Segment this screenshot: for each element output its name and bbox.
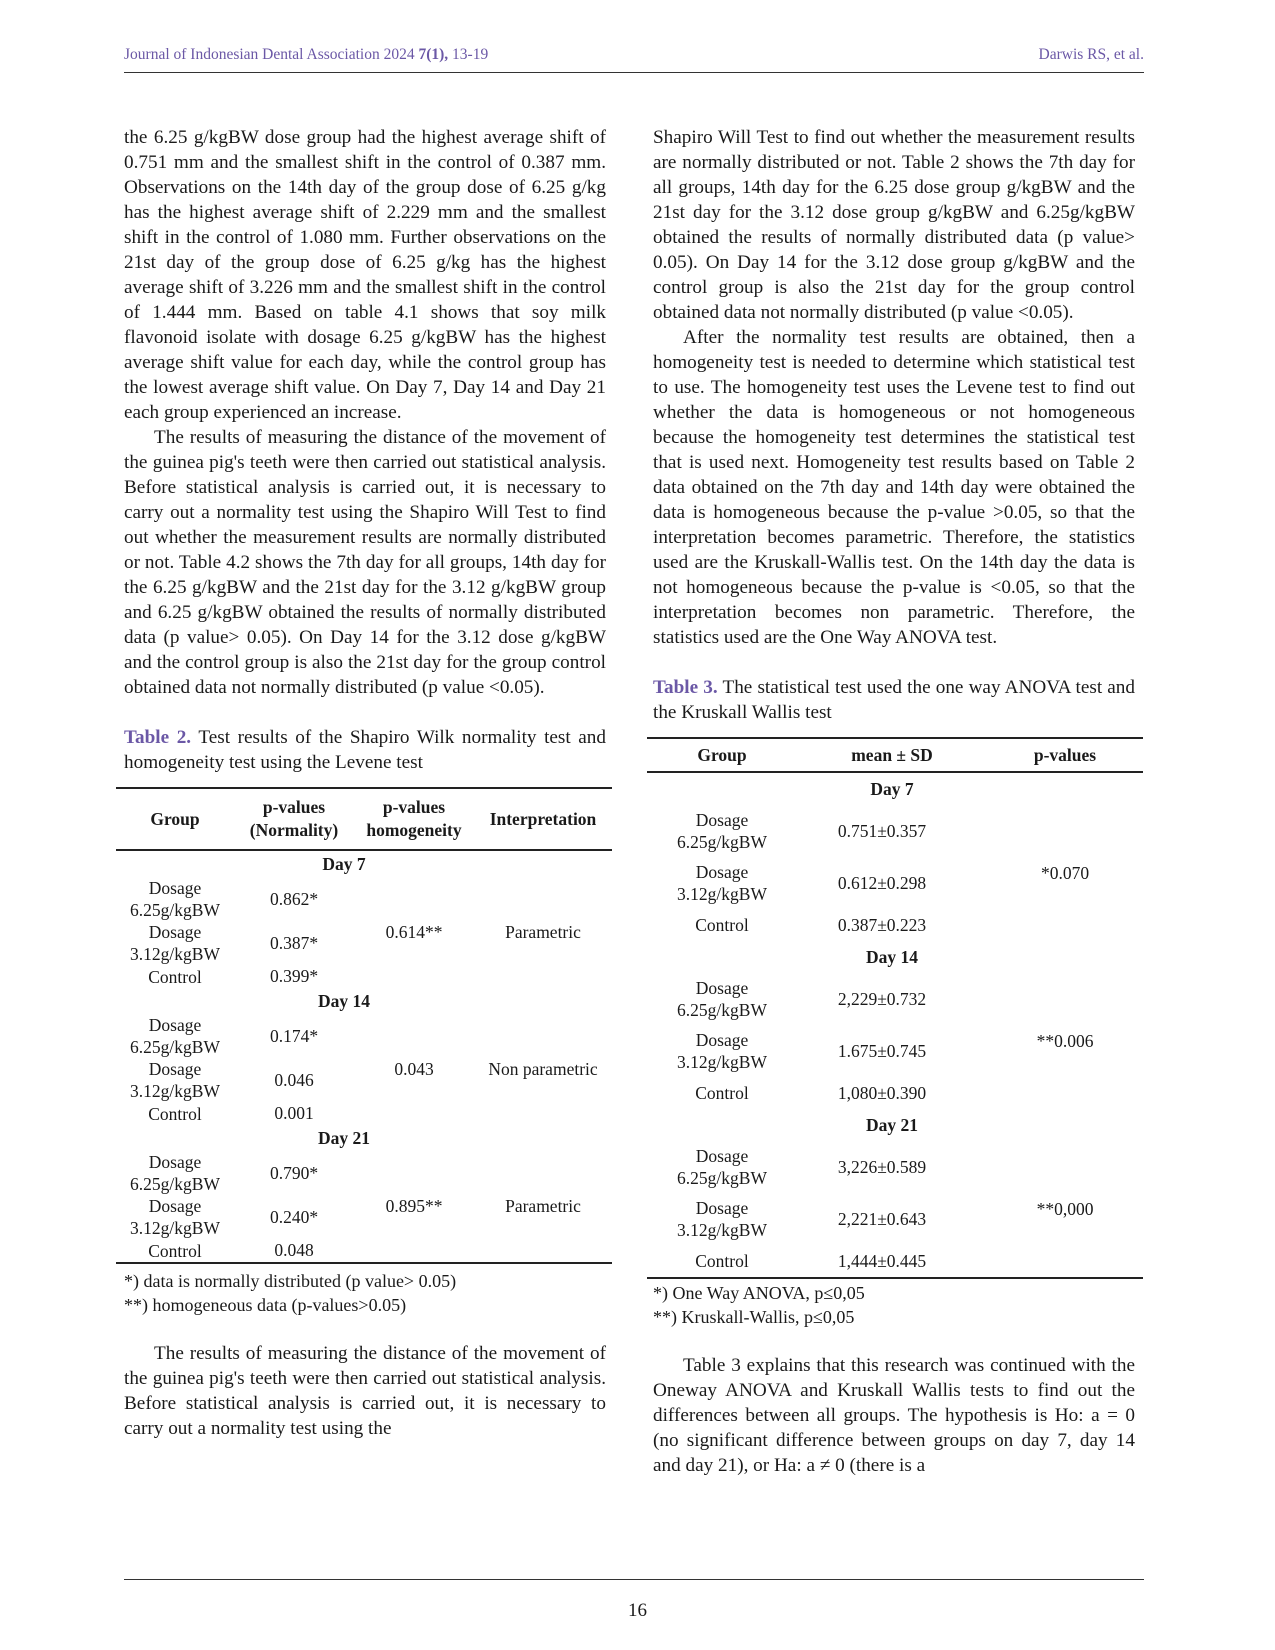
table-row: [116, 877, 612, 921]
group-cell: Dosage 6.25g/kgBW: [130, 1015, 220, 1057]
normality-cell: 0.174*: [269, 1025, 319, 1046]
table3-day-row: [647, 941, 1143, 973]
pvalue-cell: *0.070: [1040, 862, 1090, 883]
group-cell: Control: [148, 1103, 202, 1124]
running-head: [124, 44, 1144, 73]
table3-caption: Table 3. The statistical test used the one way ANOVA test and the Kruskall Wallis test: [653, 677, 1135, 723]
day-label: Day 14: [865, 946, 918, 967]
table2: [116, 787, 612, 1264]
pvalue-cell: **0,000: [1036, 1198, 1094, 1219]
normality-cell: 0.001: [274, 1103, 314, 1123]
table3-label: Table 3.: [653, 677, 718, 698]
normality-cell: 0.048: [274, 1240, 314, 1260]
table2-header-homogeneity: p-values homogeneity: [366, 797, 462, 840]
paragraph: The results of measuring the distance of the movement of the guinea pig's teeth were then carried out statistical analysis. Before statistical analysis is carried out, it is necessary to carry out a normality test using the: [124, 1343, 606, 1439]
group-cell: Control: [695, 1083, 749, 1103]
pvalue-cell: **0.006: [1036, 1030, 1094, 1051]
day-label: Day 21: [317, 1127, 370, 1148]
group-cell: Control: [148, 966, 202, 987]
paragraph: Shapiro Will Test to find out whether the measurement results are normally distributed or not. Table 2 shows the 7th day for all groups, 14th day for the 6.25 dose group g/kgBW and the 21st day for the 3.12 dose group g/kgBW and 6.25g/kgBW obtained the results of normally distributed data (p value> 0.05). On Day 14 for the 3.12 dose group g/kgBW and the control group is also the 21st day for the group control obtained data not normally distributed (p value <0.05).: [653, 127, 1135, 323]
table2-note: *) data is normally distributed (p value> 0.05): [124, 1271, 457, 1291]
interpretation-cell: Parametric: [505, 922, 581, 942]
paragraph: The results of measuring the distance of the movement of the guinea pig's teeth were then carried out statistical analysis. Before statistical analysis is carried out, it is necessary to carry out a normality test using the Shapiro Will Test to find out whether the measurement results are normally distributed or not. Table 4.2 shows the 7th day for all groups, 14th day for the 6.25 g/kgBW and the 21st day for the 3.12 g/kgBW group and 6.25 g/kgBW obtained the results of normally distributed data (p value> 0.05). On Day 14 for the 3.12 dose g/kgBW and the control group is also the 21st day for the group control obtained data not normally distributed (p value <0.05).: [124, 427, 606, 698]
spacer-cell: [647, 1109, 797, 1141]
day-label: Day 21: [865, 1114, 918, 1135]
table3-header-pvalues: p-values: [1033, 744, 1097, 765]
table2-day-row: [116, 988, 612, 1014]
spacer-cell: [987, 772, 1143, 805]
spacer-cell: [987, 1109, 1143, 1141]
spacer-cell: [647, 941, 797, 973]
page-number: 16: [628, 1600, 647, 1621]
mean-sd-cell: 0.387±0.223: [837, 914, 927, 935]
table3-notes: [653, 1281, 1135, 1329]
table2-header-interpretation: Interpretation: [489, 808, 597, 829]
group-cell: Control: [695, 1251, 749, 1271]
left-column: [124, 125, 606, 1441]
running-head-authors: Darwis RS, et al.: [1038, 46, 1144, 63]
interpretation-cell: Non parametric: [488, 1059, 598, 1079]
normality-cell: 0.046: [274, 1069, 314, 1090]
interpretation-cell: Parametric: [505, 1196, 581, 1216]
homogeneity-cell: 0.614**: [385, 922, 443, 942]
normality-cell: 0.862*: [269, 888, 319, 909]
table-row: [647, 1141, 1143, 1193]
group-cell: Dosage 6.25g/kgBW: [677, 1146, 767, 1188]
mean-sd-cell: 0.751±0.357: [837, 820, 927, 841]
table2-note: **) homogeneous data (p-values>0.05): [124, 1295, 407, 1315]
group-cell: Control: [148, 1240, 202, 1261]
footer-rule: [124, 1579, 1144, 1580]
journal-citation: Journal of Indonesian Dental Association 2024 7(1), 13-19: [124, 46, 489, 63]
group-cell: Dosage 3.12g/kgBW: [677, 862, 767, 904]
normality-cell: 0.790*: [269, 1162, 319, 1183]
paragraph: Table 3 explains that this research was continued with the Oneway ANOVA and Kruskall Wallis tests to find out the differences between all groups. The hypothesis is Ho: a = 0 (no significant difference between groups on day 7, day 14 and day 21), or Ha: a ≠ 0 (there is a: [653, 1355, 1135, 1476]
table-row: [647, 805, 1143, 857]
table2-day-row: [116, 850, 612, 877]
table2-header-group: Group: [150, 808, 200, 829]
normality-cell: 0.399*: [269, 966, 319, 986]
table3: [647, 737, 1143, 1279]
group-cell: Control: [695, 915, 749, 935]
normality-cell: 0.387*: [269, 932, 319, 953]
right-column: [653, 125, 1135, 1478]
mean-sd-cell: 2,221±0.643: [837, 1208, 927, 1229]
group-cell: Dosage 6.25g/kgBW: [130, 1152, 220, 1194]
group-cell: Dosage 3.12g/kgBW: [130, 1059, 220, 1101]
mean-sd-cell: 0.612±0.298: [837, 872, 927, 893]
group-cell: Dosage 3.12g/kgBW: [677, 1030, 767, 1072]
table3-header-row: [647, 738, 1143, 772]
table2-day-row: [116, 1125, 612, 1151]
mean-sd-cell: 3,226±0.589: [837, 1156, 927, 1177]
homogeneity-cell: 0.895**: [385, 1196, 443, 1216]
group-cell: Dosage 3.12g/kgBW: [677, 1198, 767, 1240]
spacer-cell: [647, 772, 797, 805]
day-label: Day 7: [870, 778, 914, 799]
normality-cell: 0.240*: [269, 1206, 319, 1227]
table3-header-group: Group: [697, 744, 747, 765]
group-cell: Dosage 3.12g/kgBW: [130, 1196, 220, 1238]
table3-day-row: [647, 1109, 1143, 1141]
mean-sd-cell: 1.675±0.745: [837, 1040, 927, 1061]
group-cell: Dosage 6.25g/kgBW: [677, 810, 767, 852]
group-cell: Dosage 6.25g/kgBW: [677, 978, 767, 1020]
day-label: Day 7: [322, 853, 366, 874]
table2-caption: Table 2. Test results of the Shapiro Wilk normality test and homogeneity test using the Levene test: [124, 727, 606, 773]
group-cell: Dosage 3.12g/kgBW: [130, 922, 220, 964]
table2-label: Table 2.: [124, 727, 192, 748]
table3-note: *) One Way ANOVA, p≤0,05: [653, 1283, 865, 1303]
homogeneity-cell: 0.043: [394, 1059, 434, 1079]
table-row: [116, 1014, 612, 1058]
table2-notes: [124, 1269, 606, 1317]
mean-sd-cell: 1,444±0.445: [837, 1250, 927, 1271]
table3-note: **) Kruskall-Wallis, p≤0,05: [653, 1307, 855, 1327]
mean-sd-cell: 1,080±0.390: [837, 1082, 927, 1103]
table-row: [116, 1151, 612, 1195]
paragraph: the 6.25 g/kgBW dose group had the highest average shift of 0.751 mm and the smallest shift in the control of 0.387 mm. Observations on the 14th day of the group dose of 6.25 g/kg has the highest average shift of 2.229 mm and the smallest shift in the control of 1.080 mm. Further observations on the 21st day of the group dose of 6.25 g/kg has the highest average shift of 3.226 mm and the smallest shift in the control of 1.444 mm. Based on table 4.1 shows that soy milk flavonoid isolate with dosage 6.25 g/kgBW has the highest average shift value for each day, while the control group has the lowest average shift value. On Day 7, Day 14 and Day 21 each group experienced an increase.: [124, 127, 606, 423]
day-label: Day 14: [317, 990, 370, 1011]
table3-header-mean: mean ± SD: [851, 744, 933, 765]
table-row: [647, 973, 1143, 1025]
mean-sd-cell: 2,229±0.732: [837, 988, 927, 1009]
spacer-cell: [987, 941, 1143, 973]
table2-header-row: [116, 788, 612, 850]
group-cell: Dosage 6.25g/kgBW: [130, 878, 220, 920]
paragraph: After the normality test results are obtained, then a homogeneity test is needed to determine which statistical test to use. The homogeneity test uses the Levene test to find out whether the data is homogeneous or not homogeneous because the homogeneity test determines the statistical test that is used next. Homogeneity test results based on Table 2 data obtained on the 7th day and 14th day were obtained the data is homogeneous because the p-value >0.05, so that the interpretation becomes parametric. Therefore, the statistics used are the Kruskall-Wallis test. On the 14th day the data is not homogeneous because the p-value is <0.05, so that the interpretation becomes non parametric. Therefore, the statistics used are the One Way ANOVA test.: [653, 327, 1135, 648]
table2-header-normality: p-values (Normality): [249, 797, 339, 840]
table3-day-row: [647, 772, 1143, 805]
